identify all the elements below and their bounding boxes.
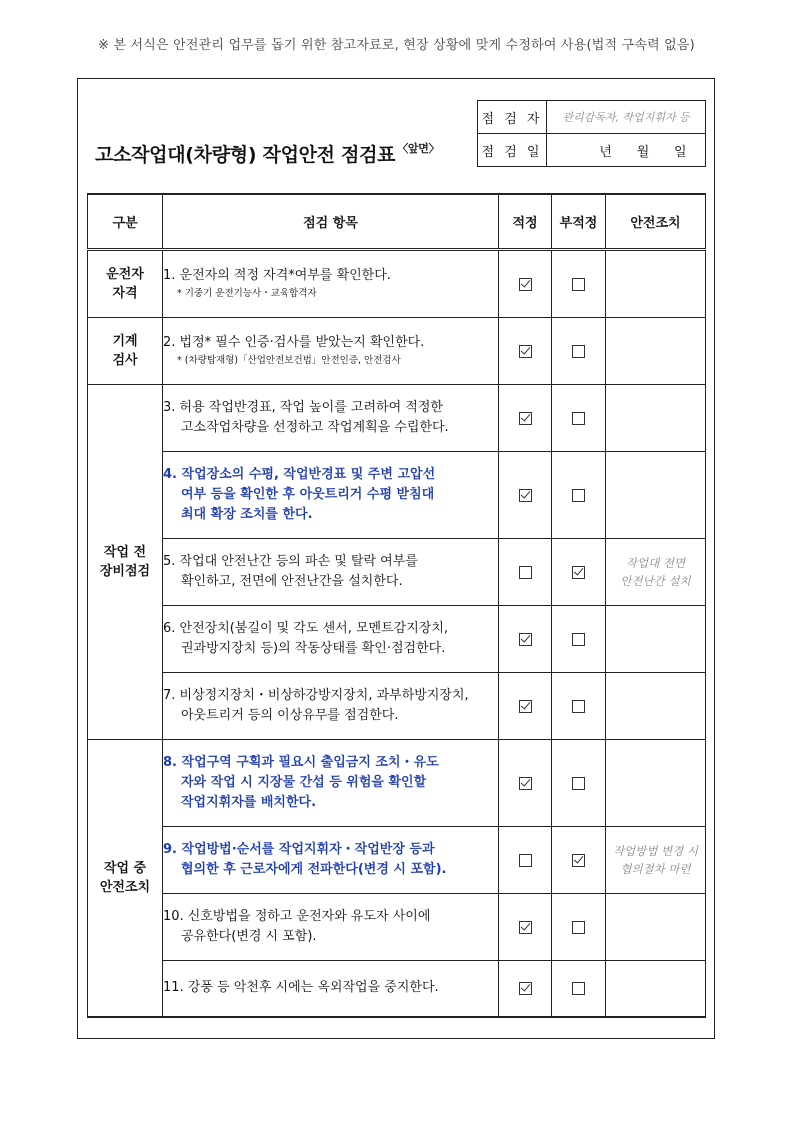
not-ok-checkbox[interactable] <box>572 278 585 291</box>
not-ok-checkbox[interactable] <box>572 700 585 713</box>
safety-action-cell[interactable] <box>606 673 706 740</box>
check-item-text: 1. 운전자의 적정 자격*여부를 확인한다. <box>163 268 391 283</box>
check-item-text: 5. 작업대 안전난간 등의 파손 및 탈락 여부를 <box>163 554 418 569</box>
ok-checkbox-cell <box>499 606 552 673</box>
category-label: 장비점검 <box>99 564 151 579</box>
check-item-text: 여부 등을 확인한 후 아웃트리거 수평 받침대 <box>181 487 435 502</box>
category-label: 안전조치 <box>99 879 151 895</box>
safety-action-text: 안전난간 설치 <box>620 574 691 588</box>
safety-action-cell[interactable] <box>606 827 706 894</box>
checklist-row <box>88 385 706 452</box>
not-ok-checkbox-cell <box>552 894 606 961</box>
check-item-text: 11. 강풍 등 악천후 시에는 옥외작업을 중지한다. <box>163 980 439 996</box>
check-item-text: 3. 허용 작업반경표, 작업 높이를 고려하여 적정한 <box>163 400 443 415</box>
safety-action-text: 협의절차 마련 <box>620 862 691 876</box>
date-label: 점 검 일 <box>478 134 547 167</box>
check-item <box>163 539 499 606</box>
category-label: 작업 전 <box>103 545 147 560</box>
safety-action-cell[interactable] <box>606 961 706 1017</box>
ok-checkbox[interactable] <box>519 345 532 358</box>
check-item <box>163 673 499 740</box>
category-cell <box>88 318 163 385</box>
not-ok-checkbox-cell <box>552 452 606 539</box>
check-item-text: 10. 신호방법을 정하고 운전자와 유도자 사이에 <box>163 909 431 924</box>
check-item-text: 협의한 후 근로자에게 전파한다(변경 시 포함). <box>181 862 447 877</box>
safety-action-cell[interactable] <box>606 385 706 452</box>
checklist-row <box>88 961 706 1017</box>
inspector-field[interactable] <box>547 101 706 134</box>
ok-checkbox[interactable] <box>519 982 532 995</box>
ok-checkbox-cell <box>499 452 552 539</box>
checklist-row <box>88 539 706 606</box>
ok-checkbox-cell <box>499 740 552 827</box>
checklist-table <box>87 193 706 1018</box>
safety-action-cell[interactable] <box>606 740 706 827</box>
check-item <box>163 961 499 1017</box>
checklist-row <box>88 452 706 539</box>
check-item <box>163 606 499 673</box>
check-item-text: 고소작업차량을 선정하고 작업계획을 수립한다. <box>181 420 449 435</box>
safety-action-cell[interactable] <box>606 452 706 539</box>
not-ok-checkbox[interactable] <box>572 921 585 934</box>
ok-checkbox[interactable] <box>519 921 532 934</box>
safety-action-cell[interactable] <box>606 250 706 318</box>
safety-action-cell[interactable] <box>606 318 706 385</box>
check-item-text: 확인하고, 전면에 안전난간을 설치한다. <box>181 574 403 589</box>
check-item-text: 6. 안전장치(붐길이 및 각도 센서, 모멘트감지장치, <box>163 621 449 636</box>
not-ok-checkbox-cell <box>552 385 606 452</box>
checklist-row <box>88 318 706 385</box>
date-day-label: 일 <box>674 144 687 160</box>
ok-checkbox-cell <box>499 827 552 894</box>
checklist-row <box>88 894 706 961</box>
checklist-row <box>88 250 706 318</box>
check-item-text: 최대 확장 조치를 한다. <box>181 507 313 522</box>
not-ok-checkbox[interactable] <box>572 777 585 790</box>
disclaimer-notice: ※ 본 서식은 안전관리 업무를 돕기 위한 참고자료로, 현장 상황에 맞게 수정하여 사용(법적 구속력 없음) <box>98 38 695 53</box>
not-ok-checkbox-cell <box>552 740 606 827</box>
category-label: 운전자 <box>106 267 144 282</box>
ok-checkbox[interactable] <box>519 777 532 790</box>
safety-action-cell[interactable] <box>606 894 706 961</box>
check-item-text: 2. 법정* 필수 인증·검사를 받았는지 확인한다. <box>163 335 425 350</box>
inspector-label: 점 검 자 <box>478 101 547 134</box>
ok-checkbox-cell <box>499 539 552 606</box>
ok-checkbox[interactable] <box>519 566 532 579</box>
check-item-text: 9. 작업방법·순서를 작업지휘자・작업반장 등과 <box>163 842 435 857</box>
safety-action-text: 작업대 전면 <box>625 556 686 570</box>
not-ok-checkbox-cell <box>552 539 606 606</box>
category-cell <box>88 740 163 1017</box>
category-cell <box>88 250 163 318</box>
check-item-text: 공유한다(변경 시 포함). <box>181 929 317 944</box>
ok-checkbox-cell <box>499 961 552 1017</box>
not-ok-checkbox[interactable] <box>572 412 585 425</box>
not-ok-checkbox-cell <box>552 318 606 385</box>
table-header-row <box>88 194 706 250</box>
checklist-row <box>88 827 706 894</box>
check-item-text: 4. 작업장소의 수평, 작업반경표 및 주변 고압선 <box>163 467 436 482</box>
ok-checkbox[interactable] <box>519 700 532 713</box>
safety-action-cell[interactable] <box>606 539 706 606</box>
title-side-label: 〈앞면〉 <box>397 142 440 155</box>
not-ok-checkbox-cell <box>552 606 606 673</box>
ok-checkbox[interactable] <box>519 633 532 646</box>
not-ok-checkbox[interactable] <box>572 633 585 646</box>
check-item-text: 권과방지장치 등)의 작동상태를 확인·점검한다. <box>181 641 446 656</box>
checklist-row <box>88 606 706 673</box>
ok-checkbox[interactable] <box>519 489 532 502</box>
date-year-label: 년 <box>599 144 612 160</box>
category-label: 검사 <box>112 353 138 368</box>
not-ok-checkbox-cell <box>552 961 606 1017</box>
date-month-label: 월 <box>636 144 650 160</box>
check-item-text: 작업지휘자를 배치한다. <box>181 795 317 810</box>
inspection-info-table <box>477 100 706 167</box>
not-ok-checkbox[interactable] <box>572 982 585 995</box>
not-ok-checkbox[interactable] <box>572 489 585 502</box>
checklist-row <box>88 740 706 827</box>
check-item-text: 자와 작업 시 지장물 간섭 등 위험을 확인할 <box>181 775 427 790</box>
category-label: 기계 <box>112 334 138 349</box>
ok-checkbox-cell <box>499 250 552 318</box>
check-item-note: * 기중기 운전기능사・교육합격자 <box>177 288 317 299</box>
check-item <box>163 250 499 318</box>
ok-checkbox-cell <box>499 894 552 961</box>
ok-checkbox[interactable] <box>519 412 532 425</box>
checklist-row <box>88 673 706 740</box>
not-ok-checkbox[interactable] <box>572 566 585 579</box>
check-item <box>163 740 499 827</box>
not-ok-checkbox[interactable] <box>572 345 585 358</box>
check-item <box>163 894 499 961</box>
safety-action-text: 작업방법 변경 시 <box>612 844 699 858</box>
ok-checkbox[interactable] <box>519 854 532 867</box>
not-ok-checkbox-cell <box>552 827 606 894</box>
header-not-ok: 부적정 <box>552 194 606 250</box>
check-item-text: 7. 비상정지장치・비상하강방지장치, 과부하방지장치, <box>163 688 469 703</box>
check-item-text: 아웃트리거 등의 이상유무를 점검한다. <box>181 708 399 723</box>
page-title <box>95 140 439 167</box>
header-item: 점검 항목 <box>163 194 499 250</box>
ok-checkbox[interactable] <box>519 278 532 291</box>
check-item <box>163 452 499 539</box>
not-ok-checkbox[interactable] <box>572 854 585 867</box>
not-ok-checkbox-cell <box>552 673 606 740</box>
safety-action-cell[interactable] <box>606 606 706 673</box>
date-field[interactable] <box>547 134 706 167</box>
title-text: 고소작업대(차량형) 작업안전 점검표 <box>95 144 396 166</box>
ok-checkbox-cell <box>499 673 552 740</box>
ok-checkbox-cell <box>499 385 552 452</box>
header-ok: 적정 <box>499 194 552 250</box>
header-category: 구분 <box>88 194 163 250</box>
not-ok-checkbox-cell <box>552 250 606 318</box>
check-item <box>163 385 499 452</box>
check-item-note: * (차량탑재형)「산업안전보건법」안전인증, 안전검사 <box>177 355 401 366</box>
category-label: 자격 <box>112 286 138 301</box>
check-item <box>163 318 499 385</box>
header-action: 안전조치 <box>606 194 706 250</box>
category-cell <box>88 385 163 740</box>
category-label: 작업 중 <box>103 860 147 876</box>
ok-checkbox-cell <box>499 318 552 385</box>
check-item <box>163 827 499 894</box>
check-item-text: 8. 작업구역 구획과 필요시 출입금지 조치・유도 <box>163 755 439 770</box>
inspector-hint: 관리감독자, 작업지휘자 등 <box>562 111 690 124</box>
